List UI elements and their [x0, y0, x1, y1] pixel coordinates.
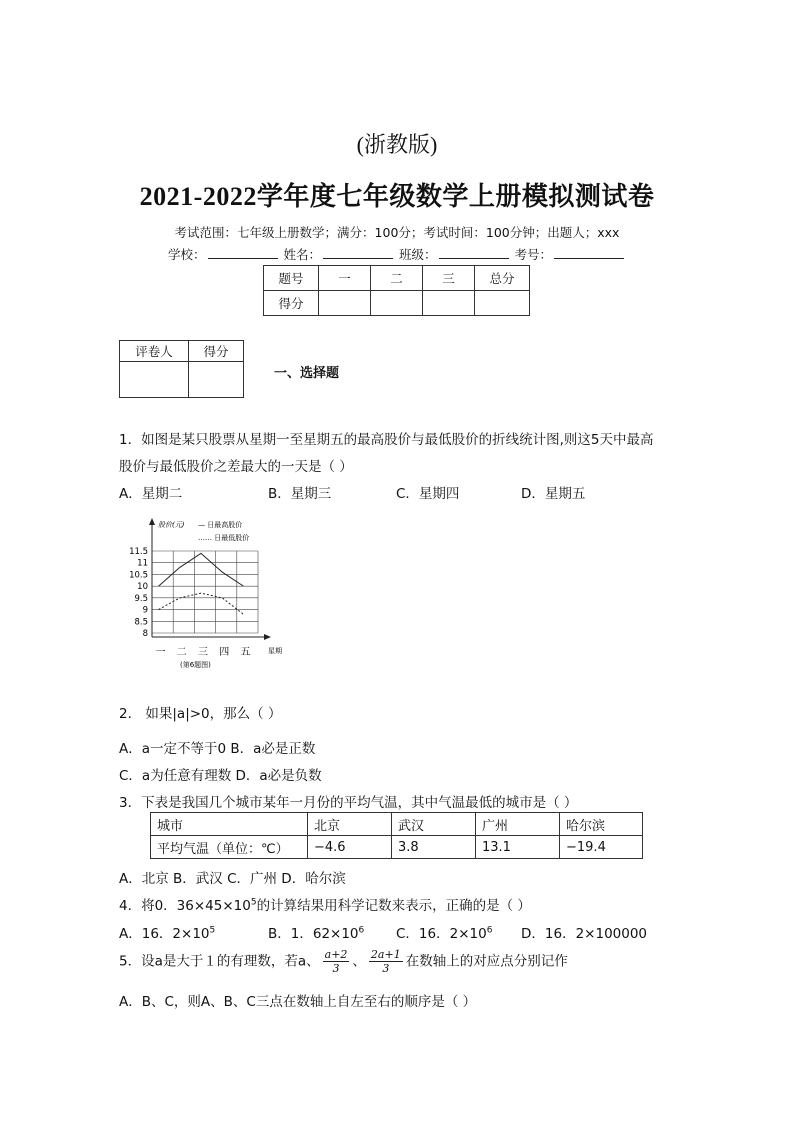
- q3-cell: −19.4: [560, 836, 643, 859]
- q1-option: B．星期三: [268, 486, 332, 502]
- edition-label: (浙教版): [356, 132, 438, 157]
- y-tick-label: 10.5: [129, 570, 148, 581]
- q1-option: A．星期二: [119, 486, 183, 502]
- grader-header: 评卷人: [120, 341, 189, 362]
- q4-text-post: 的计算结果用科学记数来表示，正确的是（ ）: [256, 898, 531, 914]
- grader-cell[interactable]: [189, 362, 244, 398]
- score-row-label: 得分: [264, 291, 319, 316]
- x-tick-label: 二: [176, 647, 187, 658]
- y-tick-label: 9: [142, 605, 148, 616]
- y-tick-label: 8: [142, 629, 148, 639]
- section-title: 一、选择题: [274, 366, 340, 381]
- school-label: 学校：: [168, 247, 206, 262]
- score-header: 总分: [475, 266, 530, 291]
- q5-stem: [119, 948, 568, 975]
- stock-line-chart: [118, 515, 298, 675]
- q3-cell: 广州: [476, 813, 560, 836]
- class-blank[interactable]: [439, 246, 509, 259]
- chart-ylabel: 股价(元): [158, 521, 185, 529]
- q4-option-exp: 6: [358, 925, 365, 936]
- y-axis-arrow: [149, 518, 155, 525]
- series-line-low: [159, 593, 244, 614]
- q3-options: A．北京 B．武汉 C．广州 D．哈尔滨: [119, 871, 346, 887]
- q4-option-exp: 6: [486, 925, 493, 936]
- q3-cell: 13.1: [476, 836, 560, 859]
- q1-line2: 股价与最低股价之差最大的一天是（ ）: [119, 459, 353, 475]
- q3-cell: 城市: [151, 813, 308, 836]
- score-header: 三: [423, 266, 475, 291]
- q4-text-pre: 4．将0．36×45×10: [119, 898, 251, 914]
- score-cell[interactable]: [371, 291, 423, 316]
- q1-option: C．星期四: [396, 486, 460, 502]
- x-tick-label: 三: [198, 647, 208, 658]
- q4-stem: [119, 894, 531, 914]
- chart-legend-low: …… 日最低股价: [198, 534, 250, 542]
- q3-cell: 北京: [308, 813, 392, 836]
- q4-option-a: [119, 922, 215, 942]
- score-table: [263, 265, 530, 316]
- q4-option-text: C．16．2×10: [396, 926, 487, 942]
- x-tick-label: 一: [155, 647, 166, 658]
- q3-cell: 武汉: [392, 813, 476, 836]
- chart-legend-high: — 日最高股价: [198, 521, 243, 529]
- x-tick-label: 四: [219, 647, 230, 658]
- grader-header: 得分: [189, 341, 244, 362]
- exam-no-blank[interactable]: [554, 246, 624, 259]
- exam-no-label: 考号：: [514, 247, 553, 262]
- q4-option-text: B．1．62×10: [268, 926, 359, 942]
- frac1-numerator: a+2: [324, 948, 348, 961]
- grader-cell[interactable]: [120, 362, 189, 398]
- chart-xlabel: 星期: [268, 647, 282, 655]
- q4-option-text: A．16．2×10: [119, 926, 210, 942]
- page-title: 2021-2022学年度七年级数学上册模拟测试卷: [139, 182, 655, 211]
- y-tick-label: 11.5: [129, 547, 148, 557]
- q3-stem: 3．下表是我国几个城市某年一月份的平均气温，其中气温最低的城市是（ ）: [119, 795, 578, 811]
- y-tick-label: 11: [137, 558, 148, 569]
- q3-cell: 平均气温（单位：℃）: [151, 836, 308, 859]
- score-cell[interactable]: [319, 291, 371, 316]
- q3-cell: 哈尔滨: [560, 813, 643, 836]
- x-tick-label: 五: [240, 647, 251, 658]
- student-fields: [168, 245, 626, 263]
- q2-stem: 2． 如果|a|>0，那么（ ）: [119, 706, 282, 722]
- q3-cell: −4.6: [308, 836, 392, 859]
- score-header: 题号: [264, 266, 319, 291]
- q5-text-post: 在数轴上的对应点分别记作: [405, 953, 568, 970]
- name-label: 姓名：: [283, 247, 322, 262]
- school-blank[interactable]: [208, 246, 278, 259]
- temperature-table: [150, 812, 643, 859]
- y-tick-label: 10: [137, 582, 148, 593]
- score-header: 一: [319, 266, 371, 291]
- q1-option: D．星期五: [521, 486, 586, 502]
- frac2-numerator: 2a+1: [370, 948, 401, 961]
- q4-exponent: 5: [250, 897, 257, 908]
- y-tick-label: 8.5: [134, 617, 148, 628]
- exam-info: 考试范围：七年级上册数学；满分：100分；考试时间：100分钟；出题人；xxx: [174, 225, 620, 240]
- grader-table: [119, 340, 244, 398]
- score-cell[interactable]: [423, 291, 475, 316]
- q4-option-exp: 5: [209, 925, 216, 936]
- q4-option-text: D．16．2×100000: [521, 926, 648, 942]
- series-line-high: [159, 553, 244, 586]
- q5-line2: A．B、C，则A、B、C三点在数轴上自左至右的顺序是（ ）: [119, 994, 477, 1010]
- chart-caption: (第6题图): [180, 661, 211, 669]
- q2-options-1: A．a一定不等于0 B．a必是正数: [119, 741, 316, 757]
- y-tick-label: 9.5: [134, 593, 148, 604]
- q5-sep: 、: [352, 953, 366, 970]
- score-cell[interactable]: [475, 291, 530, 316]
- frac2-denominator: 3: [382, 962, 390, 975]
- class-label: 班级：: [399, 247, 437, 262]
- q2-options-2: C．a为任意有理数 D．a必是负数: [119, 768, 322, 784]
- q4-option-b: [268, 922, 364, 942]
- name-blank[interactable]: [323, 246, 393, 259]
- q3-cell: 3.8: [392, 836, 476, 859]
- score-header: 二: [371, 266, 423, 291]
- q4-option-d: [521, 922, 647, 942]
- q1-line1: 1．如图是某只股票从星期一至星期五的最高股价与最低股价的折线统计图,则这5天中最高: [119, 432, 654, 448]
- fraction-2: [369, 948, 403, 975]
- q4-option-c: [396, 922, 492, 942]
- fraction-1: [323, 948, 350, 975]
- x-axis-arrow: [264, 634, 271, 640]
- q5-text-pre: 5．设a是大于１的有理数，若a、: [119, 953, 320, 970]
- frac1-denominator: 3: [332, 962, 340, 975]
